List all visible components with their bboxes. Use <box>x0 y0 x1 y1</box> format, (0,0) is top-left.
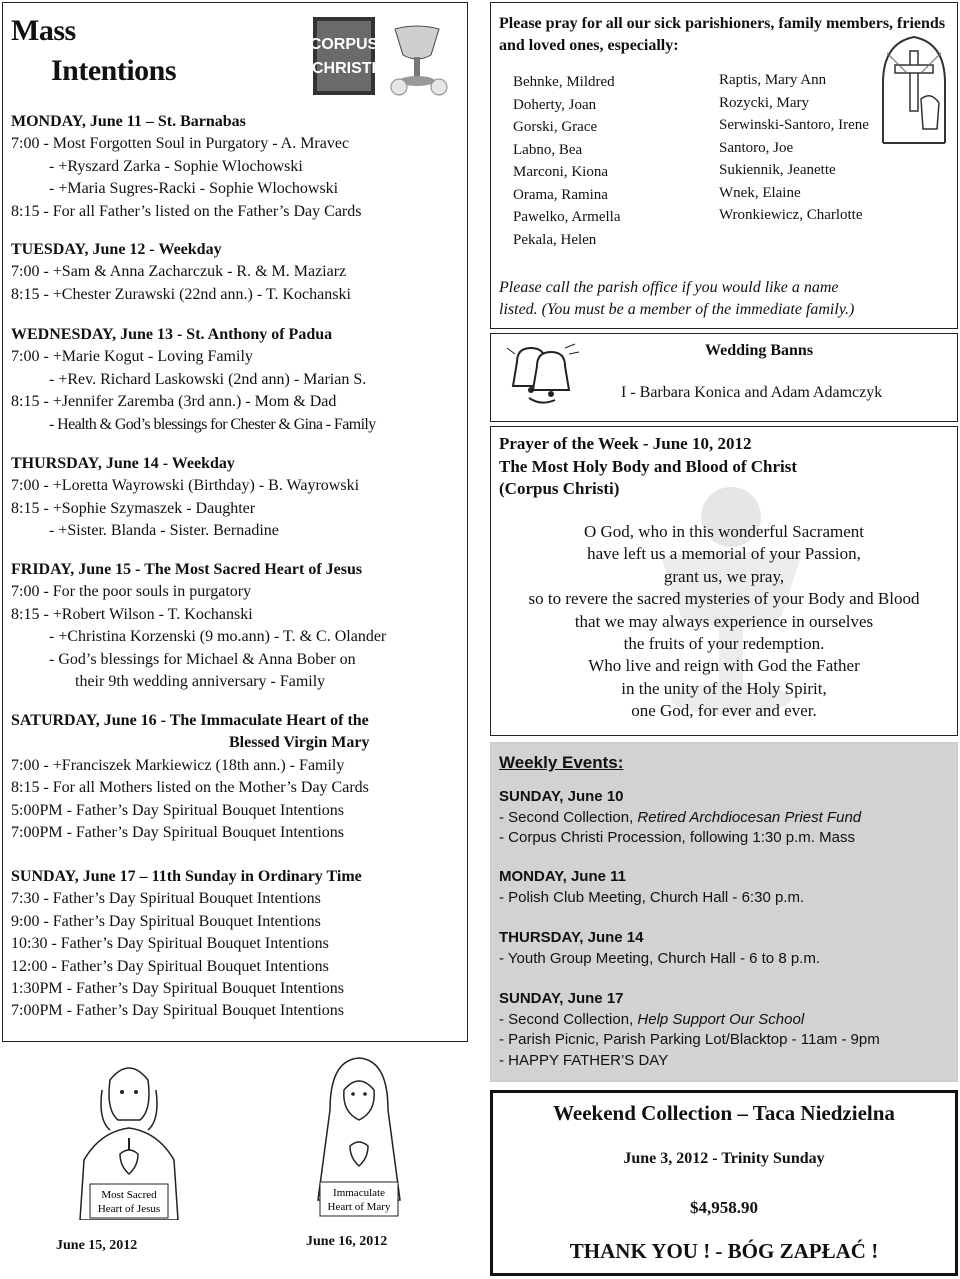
day-thursday <box>11 453 359 543</box>
intention-line: 7:00PM - Father’s Day Spiritual Bouquet Intentions <box>11 1002 345 1020</box>
intention-line: 7:00 - +Loretta Wayrowski (Birthday) - B. Wayrowski <box>11 477 360 495</box>
intention-line: 8:15 - +Jennifer Zaremba (3rd ann.) - Mom & Dad <box>11 393 337 411</box>
intention-line: - +Christina Korzenski (9 mo.ann) - T. & C. Olander <box>49 628 387 646</box>
day-saturday <box>11 710 369 844</box>
prayer-note <box>499 277 854 322</box>
day-friday <box>11 559 386 693</box>
mass-intentions-title <box>11 11 176 91</box>
day-heading: SATURDAY, June 16 - The Immaculate Heart of the <box>11 712 369 729</box>
event-line: - HAPPY FATHER’S DAY <box>499 1051 669 1069</box>
prayer-line: O God, who in this wonderful Sacrament <box>584 522 864 541</box>
day-tuesday <box>11 239 351 306</box>
event-line: - Polish Club Meeting, Church Hall - 6:30 p.m. <box>499 888 805 906</box>
mary-label-line-2: Heart of Mary <box>327 1201 391 1213</box>
prayer-heading-line-3: (Corpus Christi) <box>499 479 620 498</box>
event-sunday-june-17 <box>499 989 880 1071</box>
wedding-banns-text: I - Barbara Konica and Adam Adamczyk <box>621 384 883 401</box>
list-item: Wronkiewicz, Charlotte <box>719 207 863 223</box>
intention-line: - +Ryszard Zarka - Sophie Wlochowski <box>49 157 303 175</box>
wedding-banns-panel <box>490 333 958 422</box>
prayer-line: so to revere the sacred mysteries of your Body and Blood <box>528 589 920 609</box>
event-line <box>499 808 861 829</box>
list-item: Pawelko, Armella <box>513 209 621 225</box>
prayer-requests-panel <box>490 2 958 329</box>
prayer-heading-line-2: The Most Holy Body and Blood of Christ <box>499 456 798 476</box>
intention-line: 9:00 - Father’s Day Spiritual Bouquet Intentions <box>11 912 321 930</box>
event-line: - Corpus Christi Procession, following 1:30 p.m. Mass <box>499 829 855 846</box>
prayer-line: grant us, we pray, <box>663 566 785 586</box>
prayer-line: one God, for ever and ever. <box>631 701 817 721</box>
intention-line: - +Rev. Richard Laskowski (2nd ann) - Marian S. <box>49 370 367 388</box>
intention-line: 10:30 - Father’s Day Spiritual Bouquet Intentions <box>11 935 329 953</box>
jesus-label-line-2: Heart of Jesus <box>97 1203 161 1215</box>
list-item: Sukiennik, Jeanette <box>719 162 836 178</box>
list-item: Orama, Ramina <box>513 186 608 203</box>
list-item: Marconi, Kiona <box>513 164 608 180</box>
event-italic-text: Retired Archdiocesan Priest Fund <box>637 808 862 826</box>
day-wednesday <box>11 324 376 436</box>
prayer-line: that we may always experience in ourselves <box>574 611 874 631</box>
day-heading: WEDNESDAY, June 13 - St. Anthony of Padua <box>11 326 333 343</box>
day-sunday <box>11 866 362 1023</box>
corpus-christi-logo <box>299 13 457 97</box>
event-text: - Second Collection, <box>499 808 638 826</box>
weekly-events-title: Weekly Events: <box>499 753 624 772</box>
mary-image-date: June 16, 2012 <box>306 1234 388 1249</box>
day-heading-cont: Blessed Virgin Mary <box>229 734 370 752</box>
intention-line: 8:15 - +Robert Wilson - T. Kochanski <box>11 605 253 623</box>
intention-line: - +Maria Sugres-Racki - Sophie Wlochowski <box>49 180 339 198</box>
event-line: - Youth Group Meeting, Church Hall - 6 to 8 p.m. <box>499 949 820 967</box>
prayer-of-week-panel <box>490 426 958 736</box>
day-heading: MONDAY, June 11 – St. Barnabas <box>11 113 246 130</box>
jesus-image-date: June 15, 2012 <box>56 1238 138 1253</box>
day-heading: FRIDAY, June 15 - The Most Sacred Heart of Jesus <box>11 561 363 578</box>
collection-amount: $4,958.90 <box>690 1198 758 1217</box>
event-italic-text: Help Support Our School <box>637 1010 805 1028</box>
event-heading: SUNDAY, June 10 <box>499 788 624 805</box>
collection-date: June 3, 2012 - Trinity Sunday <box>623 1150 825 1167</box>
list-item: Pekala, Helen <box>513 231 597 248</box>
weekend-collection-panel <box>490 1090 958 1276</box>
intention-line: 7:00 - +Franciszek Markiewicz (18th ann.) - Family <box>11 756 345 774</box>
list-item: Wnek, Elaine <box>719 184 801 201</box>
intention-line: 1:30PM - Father’s Day Spiritual Bouquet Intentions <box>11 980 345 998</box>
intention-line: 8:15 - For all Mothers listed on the Mother’s Day Cards <box>11 779 369 797</box>
intention-line: 8:15 - +Sophie Szymaszek - Daughter <box>11 499 256 517</box>
title-line-2: Intentions <box>51 54 177 87</box>
event-sunday-june-10 <box>499 787 861 849</box>
prayer-requests-heading: Please pray for all our sick parishioners, family members, friends and loved ones, especially: <box>499 15 946 54</box>
intention-line: - Health & God’s blessings for Chester & Gina - Family <box>49 415 376 433</box>
intention-line: 7:30 - Father’s Day Spiritual Bouquet Intentions <box>11 890 321 908</box>
logo-text-line2: CHRISTI <box>312 60 376 77</box>
weekly-events-panel <box>490 742 958 1082</box>
list-item: Rozycki, Mary <box>719 94 809 111</box>
event-line: - Parish Picnic, Parish Parking Lot/Blacktop - 11am - 9pm <box>499 1031 880 1048</box>
intention-line: 7:00PM - Father’s Day Spiritual Bouquet Intentions <box>11 824 345 842</box>
intention-line: 8:15 - +Chester Zurawski (22nd ann.) - T. Kochanski <box>11 285 351 303</box>
list-item: Serwinski-Santoro, Irene <box>719 117 869 133</box>
list-item: Behnke, Mildred <box>513 74 615 90</box>
prayer-note-line-2: listed. (You must be a member of the immediate family.) <box>499 301 855 319</box>
event-heading: MONDAY, June 11 <box>499 868 626 885</box>
cross-praying-hands-icon <box>877 33 951 145</box>
list-item: Doherty, Joan <box>513 96 597 113</box>
day-heading: TUESDAY, June 12 - Weekday <box>11 241 222 258</box>
prayer-text <box>491 521 957 723</box>
intention-line: 7:00 - For the poor souls in purgatory <box>11 583 252 601</box>
event-heading: SUNDAY, June 17 <box>499 990 624 1007</box>
list-item: Santoro, Joe <box>719 139 794 156</box>
jesus-label-line-1: Most Sacred <box>101 1189 157 1201</box>
event-line <box>499 1010 880 1031</box>
prayer-line: have left us a memorial of your Passion, <box>587 544 861 564</box>
prayer-note-line-1: Please call the parish office if you would like a name <box>499 279 839 296</box>
intention-line: - +Sister. Blanda - Sister. Bernadine <box>49 522 279 540</box>
event-text: - Second Collection, <box>499 1010 638 1028</box>
wedding-bells-icon <box>503 342 581 408</box>
prayer-line: Who live and reign with God the Father <box>588 656 860 676</box>
collection-title: Weekend Collection – Taca Niedzielna <box>553 1101 895 1125</box>
list-item: Labno, Bea <box>513 141 583 158</box>
intention-line: - God’s blessings for Michael & Anna Bober on <box>49 650 356 668</box>
title-line-1: Mass <box>11 14 76 47</box>
intention-line: 12:00 - Father’s Day Spiritual Bouquet Intentions <box>11 957 329 975</box>
mass-intentions-panel <box>2 2 468 1042</box>
immaculate-heart-of-mary-image <box>300 1050 418 1220</box>
prayer-line: the fruits of your redemption. <box>623 634 825 654</box>
wedding-banns-title: Wedding Banns <box>705 342 814 359</box>
event-thursday-june-14 <box>499 928 820 969</box>
prayer-of-week-heading <box>499 433 797 501</box>
prayer-heading-line-1: Prayer of the Week - June 10, 2012 <box>499 434 752 453</box>
sick-list-column-1 <box>513 71 620 251</box>
intention-line: 7:00 - +Sam & Anna Zacharczuk - R. & M. Maziarz <box>11 263 347 281</box>
intention-line: 8:15 - For all Father’s listed on the Father’s Day Cards <box>11 202 362 220</box>
day-monday <box>11 111 361 223</box>
mary-label-line-1: Immaculate <box>333 1187 385 1199</box>
intention-line: their 9th wedding anniversary - Family <box>75 673 326 691</box>
intention-line: 5:00PM - Father’s Day Spiritual Bouquet Intentions <box>11 801 345 819</box>
day-heading: THURSDAY, June 14 - Weekday <box>11 455 235 472</box>
sacred-heart-of-jesus-image <box>70 1050 188 1220</box>
intention-line: 7:00 - +Marie Kogut - Loving Family <box>11 348 253 366</box>
list-item: Gorski, Grace <box>513 119 598 135</box>
event-heading: THURSDAY, June 14 <box>499 929 644 946</box>
event-monday-june-11 <box>499 867 804 908</box>
logo-text-line1: CORPUS <box>309 36 379 53</box>
day-heading: SUNDAY, June 17 – 11th Sunday in Ordinary Time <box>11 868 362 885</box>
intention-line: 7:00 - Most Forgotten Soul in Purgatory - A. Mravec <box>11 135 350 153</box>
prayer-line: in the unity of the Holy Spirit, <box>621 678 827 698</box>
sick-list-column-2 <box>719 69 869 227</box>
collection-thanks: THANK YOU ! - BÓG ZAPŁAĆ ! <box>569 1239 879 1263</box>
list-item: Raptis, Mary Ann <box>719 72 827 88</box>
